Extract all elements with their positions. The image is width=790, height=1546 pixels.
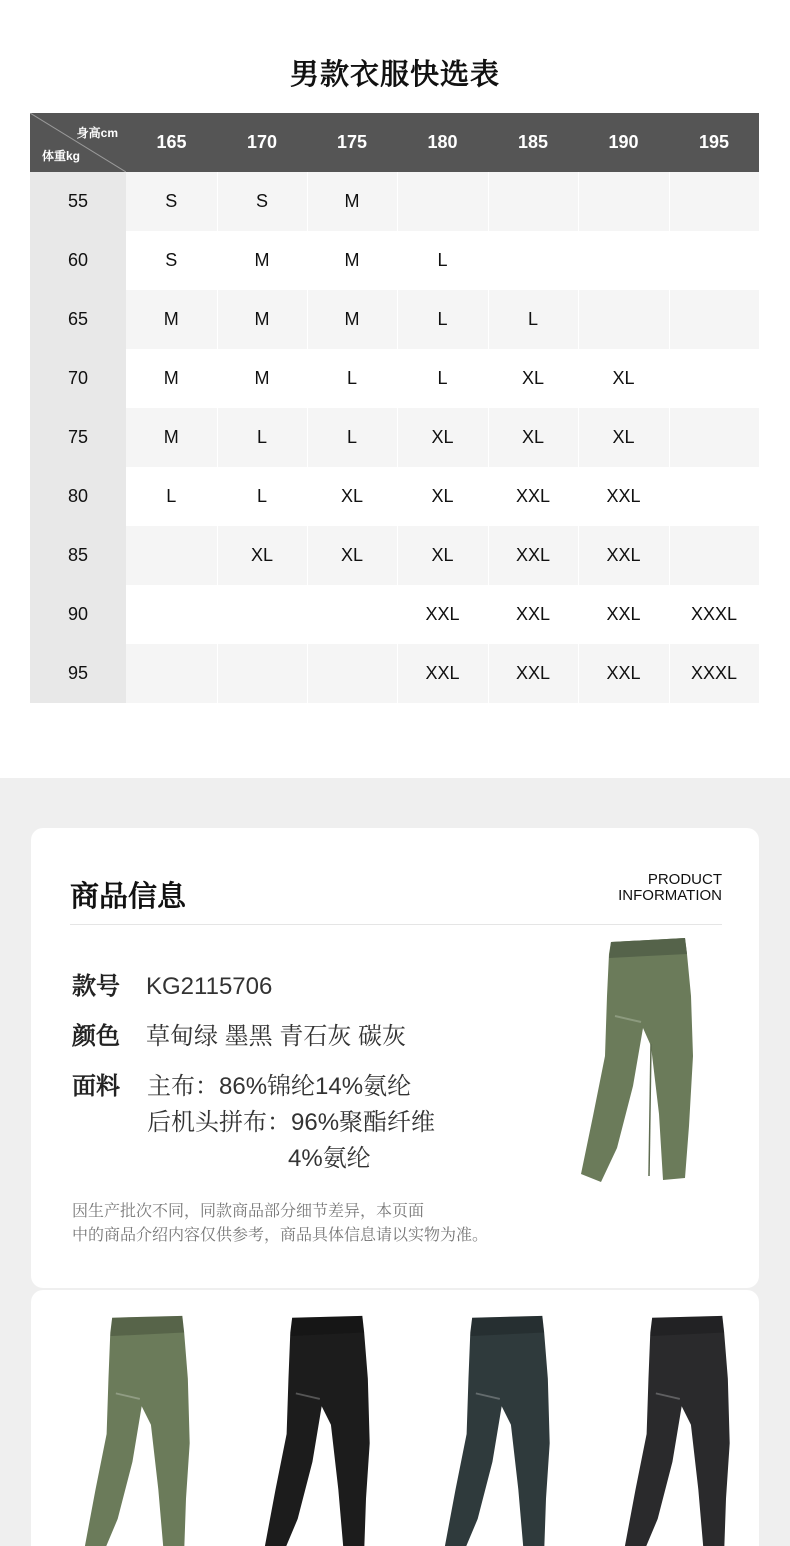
size-cell xyxy=(126,585,217,644)
size-cell: XXL xyxy=(578,467,669,526)
weight-row-header: 60 xyxy=(30,231,126,290)
table-row xyxy=(30,526,759,585)
product-info-card xyxy=(31,828,759,1288)
size-cell xyxy=(488,231,578,290)
size-cell: L xyxy=(217,408,307,467)
size-cell xyxy=(126,526,217,585)
size-cell xyxy=(669,467,759,526)
size-cell: M xyxy=(307,231,397,290)
size-cell xyxy=(578,290,669,349)
size-cell: XL xyxy=(307,526,397,585)
size-cell xyxy=(669,231,759,290)
size-cell: XXL xyxy=(578,585,669,644)
fabric-back-panel-2: 4%氨纶 xyxy=(288,1145,371,1172)
spec-colors xyxy=(72,1016,406,1051)
size-cell: XL xyxy=(397,408,488,467)
table-row xyxy=(30,585,759,644)
size-cell: XXL xyxy=(488,526,578,585)
info-heading-en-line2: INFORMATION xyxy=(618,887,722,904)
size-cell: L xyxy=(126,467,217,526)
info-heading-en-line1: PRODUCT xyxy=(647,871,722,888)
size-cell xyxy=(669,349,759,408)
weight-row-header: 75 xyxy=(30,408,126,467)
pants-icon xyxy=(75,1314,225,1546)
size-cell: XXL xyxy=(578,526,669,585)
size-cell xyxy=(217,585,307,644)
size-cell: XXL xyxy=(397,585,488,644)
size-cell xyxy=(578,231,669,290)
note-line: 因生产批次不同，同款商品部分细节差异，本页面 xyxy=(72,1203,425,1220)
weight-row-header: 80 xyxy=(30,467,126,526)
info-heading-en xyxy=(618,872,722,904)
size-cell: M xyxy=(217,349,307,408)
size-cell: S xyxy=(126,172,217,231)
size-cell: XL xyxy=(397,526,488,585)
size-cell: L xyxy=(397,231,488,290)
size-cell xyxy=(217,644,307,703)
size-cell xyxy=(669,290,759,349)
weight-row-header: 90 xyxy=(30,585,126,644)
size-cell: XL xyxy=(307,467,397,526)
size-cell xyxy=(669,408,759,467)
weight-row-header: 85 xyxy=(30,526,126,585)
size-cell: XL xyxy=(578,349,669,408)
size-cell: XXL xyxy=(397,644,488,703)
pants-icon xyxy=(581,936,701,1184)
size-cell: XL xyxy=(488,408,578,467)
size-cell xyxy=(488,172,578,231)
pants-icon xyxy=(255,1314,405,1546)
size-cell: M xyxy=(126,290,217,349)
height-column-header: 170 xyxy=(217,113,307,172)
height-axis-label: 身高cm xyxy=(76,126,118,140)
divider xyxy=(70,924,722,925)
fabric-back-panel: 后机头拼布：96%聚酯纤维 xyxy=(147,1109,436,1136)
table-row xyxy=(30,467,759,526)
size-cell: M xyxy=(307,172,397,231)
size-cell xyxy=(307,644,397,703)
size-cell: L xyxy=(217,467,307,526)
size-cell: XXL xyxy=(578,644,669,703)
table-corner-cell xyxy=(30,113,126,172)
size-cell: M xyxy=(217,290,307,349)
table-row xyxy=(30,644,759,703)
size-cell xyxy=(578,172,669,231)
info-heading: 商品信息 xyxy=(70,881,187,913)
size-cell xyxy=(669,526,759,585)
spec-value: KG2115706 xyxy=(146,973,273,1000)
size-cell: L xyxy=(307,349,397,408)
pants-icon xyxy=(435,1314,585,1546)
size-cell: L xyxy=(397,290,488,349)
weight-row-header: 65 xyxy=(30,290,126,349)
height-column-header: 180 xyxy=(397,113,488,172)
size-cell: XXL xyxy=(488,467,578,526)
height-column-header: 165 xyxy=(126,113,217,172)
height-column-header: 185 xyxy=(488,113,578,172)
spec-style-number xyxy=(72,966,272,1001)
table-header-row xyxy=(30,113,759,172)
size-cell: M xyxy=(126,408,217,467)
spec-label: 款号 xyxy=(72,973,120,1000)
page-title: 男款衣服快选表 xyxy=(289,59,500,91)
size-cell: M xyxy=(307,290,397,349)
note-line: 中的商品介绍内容仅供参考，商品具体信息请以实物为准。 xyxy=(72,1227,489,1244)
weight-row-header: 95 xyxy=(30,644,126,703)
size-cell: L xyxy=(397,349,488,408)
size-cell: M xyxy=(217,231,307,290)
size-cell xyxy=(397,172,488,231)
color-variants-card xyxy=(31,1290,759,1546)
size-cell xyxy=(669,172,759,231)
spec-fabric xyxy=(72,1066,146,1101)
size-cell: XL xyxy=(488,349,578,408)
weight-row-header: 70 xyxy=(30,349,126,408)
size-cell: XL xyxy=(397,467,488,526)
table-row xyxy=(30,172,759,231)
size-cell xyxy=(126,644,217,703)
table-row xyxy=(30,408,759,467)
size-cell: XL xyxy=(578,408,669,467)
disclaimer-note xyxy=(72,1200,488,1248)
table-row xyxy=(30,290,759,349)
size-cell: XL xyxy=(217,526,307,585)
size-cell: L xyxy=(488,290,578,349)
fabric-main: 主布：86%锦纶14%氨纶 xyxy=(147,1073,412,1100)
size-cell: S xyxy=(217,172,307,231)
table-row xyxy=(30,231,759,290)
size-cell: XXL xyxy=(488,644,578,703)
size-cell: S xyxy=(126,231,217,290)
size-cell: XXXL xyxy=(669,644,759,703)
size-cell: XXL xyxy=(488,585,578,644)
size-cell: M xyxy=(126,349,217,408)
size-chart-table xyxy=(30,113,760,703)
size-cell xyxy=(307,585,397,644)
height-column-header: 175 xyxy=(307,113,397,172)
pants-icon xyxy=(615,1314,765,1546)
weight-axis-label: 体重kg xyxy=(42,149,81,163)
spec-label: 面料 xyxy=(72,1073,120,1100)
size-cell: L xyxy=(307,408,397,467)
weight-row-header: 55 xyxy=(30,172,126,231)
spec-label: 颜色 xyxy=(72,1023,120,1050)
table-row xyxy=(30,349,759,408)
height-column-header: 195 xyxy=(669,113,759,172)
height-column-header: 190 xyxy=(578,113,669,172)
spec-value: 草甸绿 墨黑 青石灰 碳灰 xyxy=(146,1023,407,1050)
size-cell: XXXL xyxy=(669,585,759,644)
